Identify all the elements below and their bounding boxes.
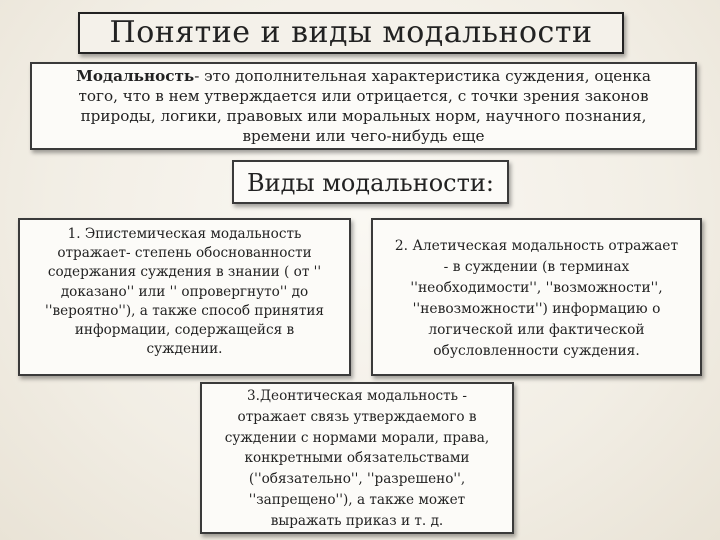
types-heading-text: Виды модальности: xyxy=(247,169,494,197)
deontic-modality-box xyxy=(200,382,514,534)
definition-box xyxy=(30,62,697,150)
alethic-line-4: ''невозможности'') информацию о xyxy=(412,301,661,317)
deontic-line-1: 3.Деонтическая модальность - xyxy=(247,388,467,404)
deontic-line-5: (''обязательно'', ''разрешено'', xyxy=(248,471,466,488)
epistemic-line-6: информации, содержащейся в xyxy=(74,322,295,339)
deontic-line-2: отражает связь утверждаемого в xyxy=(237,408,477,425)
page-title xyxy=(78,12,624,54)
page-title-text: Понятие и виды модальности xyxy=(109,15,593,50)
definition-line-3: природы, логики, правовых или моральных норм, научного познания, xyxy=(80,107,647,125)
alethic-modality-box xyxy=(371,218,702,376)
definition-line-1 xyxy=(36,66,691,86)
definition-term: Модальность xyxy=(76,67,195,85)
epistemic-line-7: суждении. xyxy=(146,341,223,358)
alethic-line-5: логической или фактической xyxy=(428,322,645,338)
deontic-line-6: ''запрещено''), а также может xyxy=(248,491,466,508)
epistemic-modality-box xyxy=(18,218,351,376)
epistemic-line-3: содержания суждения в знании ( от '' xyxy=(47,264,322,281)
epistemic-line-4: доказано'' или '' опровергнуто'' до xyxy=(60,283,309,300)
definition-line-2: того, что в нем утверждается или отрицается, с точки зрения законов xyxy=(78,87,649,105)
deontic-line-4: конкретными обязательствами xyxy=(244,450,470,467)
definition-line-4: времени или чего-нибудь еще xyxy=(242,127,485,145)
alethic-line-6: обусловленности суждения. xyxy=(433,343,640,359)
alethic-line-3: ''необходимости'', ''возможности'', xyxy=(410,280,663,296)
deontic-line-3: суждении с нормами морали, права, xyxy=(224,429,490,446)
alethic-line-1: 2. Алетическая модальность отражает xyxy=(394,238,679,254)
epistemic-line-2: отражает- степень обоснованности xyxy=(57,245,312,262)
definition-line-1-text: - это дополнительная характеристика суждения, оценка xyxy=(194,67,651,85)
types-heading xyxy=(232,160,509,204)
epistemic-line-1: 1. Эпистемическая модальность xyxy=(67,226,302,242)
epistemic-line-5: ''вероятно''), а также способ принятия xyxy=(44,302,324,319)
deontic-line-7: выражать приказ и т. д. xyxy=(270,512,444,529)
alethic-line-2: - в суждении (в терминах xyxy=(443,259,630,275)
